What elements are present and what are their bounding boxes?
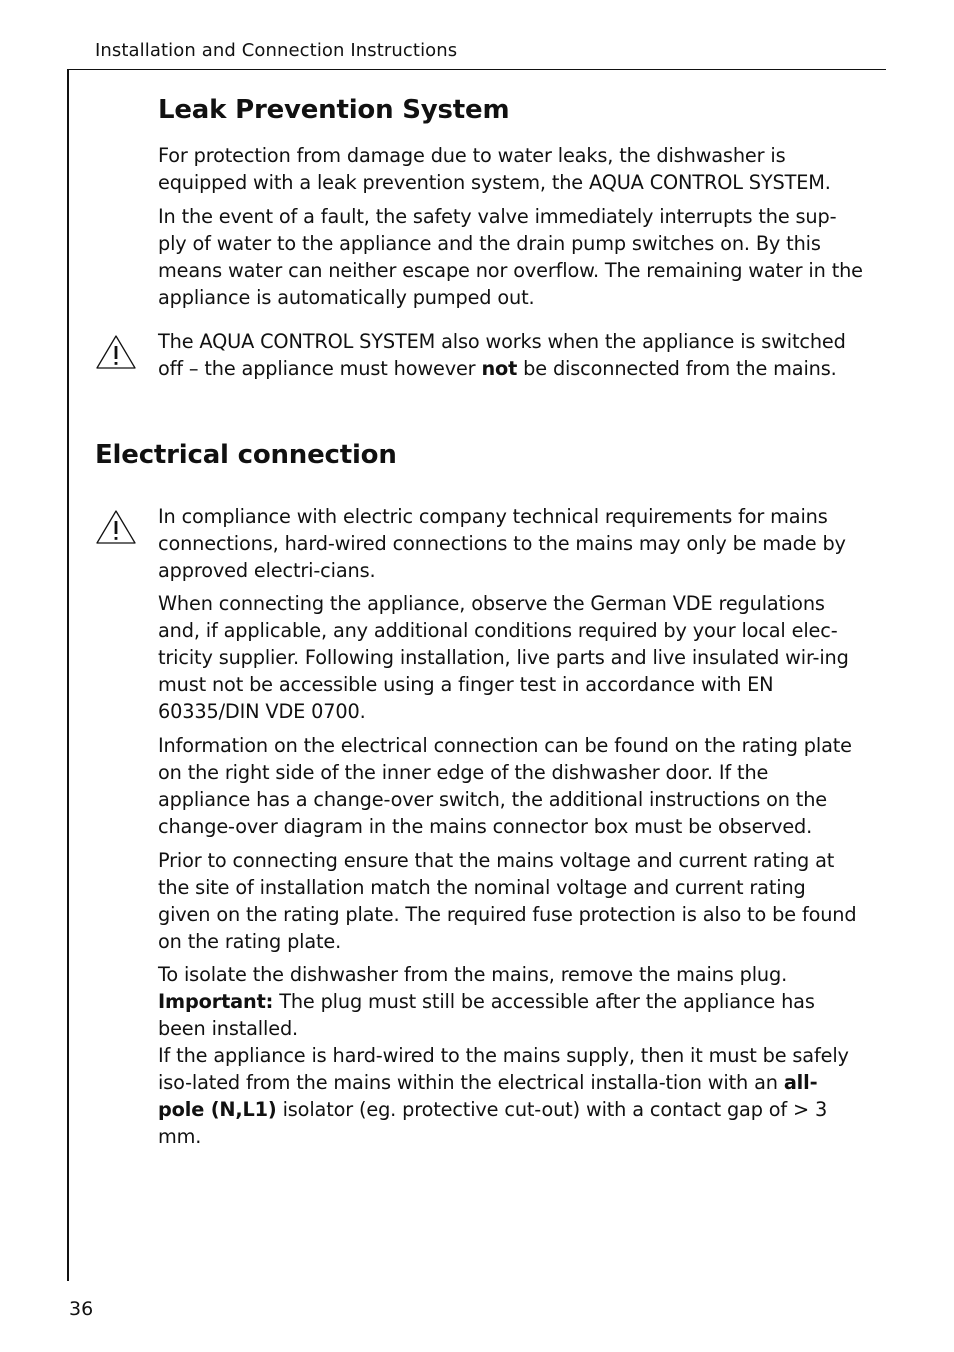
hardwired-text-pre: If the appliance is hard-wired to the mains supply, then it must be safely iso-lated from the mains within the electrical installa-tion with an [158,1044,849,1094]
all-pole-bold: all-pole (N,L1) [158,1071,818,1121]
hardwired-text-post: isolator (eg. protective cut-out) with a contact gap of > 3 mm. [158,1098,828,1148]
running-head: Installation and Connection Instructions [95,40,458,61]
margin-rule [67,69,69,1281]
warning-icon [95,509,137,545]
electrical-para-3: Prior to connecting ensure that the mains voltage and current rating at the site of installation match the nominal voltage and current rating given on the rating plate. The required fuse protection is also to be found on the rating plate. [158,849,857,953]
leak-warning-post: be disconnected from the mains. [517,357,837,380]
leak-warning-bold: not [481,357,518,380]
important-label: Important: [158,990,274,1013]
leak-warning-pre: The AQUA CONTROL SYSTEM also works when the appliance is switched off – the appliance must however [158,330,846,380]
electrical-warning-text: In compliance with electric company technical requirements for mains connections, hard-wired connections to the mains may only be made by approved electri-cians. [158,505,846,582]
warning-icon [95,334,137,370]
header-rule [69,69,886,70]
important-text: The plug must still be accessible after the appliance has been installed. [158,990,815,1040]
electrical-para-4 [158,961,863,1150]
electrical-heading: Electrical connection [95,440,397,470]
leak-heading: Leak Prevention System [158,95,510,125]
page-number: 36 [69,1298,94,1320]
leak-warning-text [158,328,863,382]
electrical-para-2: Information on the electrical connection can be found on the rating plate on the right side of the inner edge of the dishwasher door. If the appliance has a change-over switch, the additional instructions on the change-over diagram in the mains connector box must be observed. [158,734,852,838]
leak-para-2: In the event of a fault, the safety valve immediately interrupts the sup-ply of water to the appliance and the drain pump switches on. By this means water can neither escape nor overflow. The remaining water in the appliance is automatically pumped out. [158,205,863,309]
leak-para-1: For protection from damage due to water leaks, the dishwasher is equipped with a leak prevention system, the AQUA CONTROL SYSTEM. [158,144,831,194]
isolate-text: To isolate the dishwasher from the mains, remove the mains plug. [158,963,788,986]
electrical-para-1: When connecting the appliance, observe the German VDE regulations and, if applicable, any additional conditions required by your local elec-tricity supplier. Following installation, live parts and live insulated wir-ing must not be accessible using a finger test in accordance with EN 60335/DIN VDE 0700. [158,592,849,723]
